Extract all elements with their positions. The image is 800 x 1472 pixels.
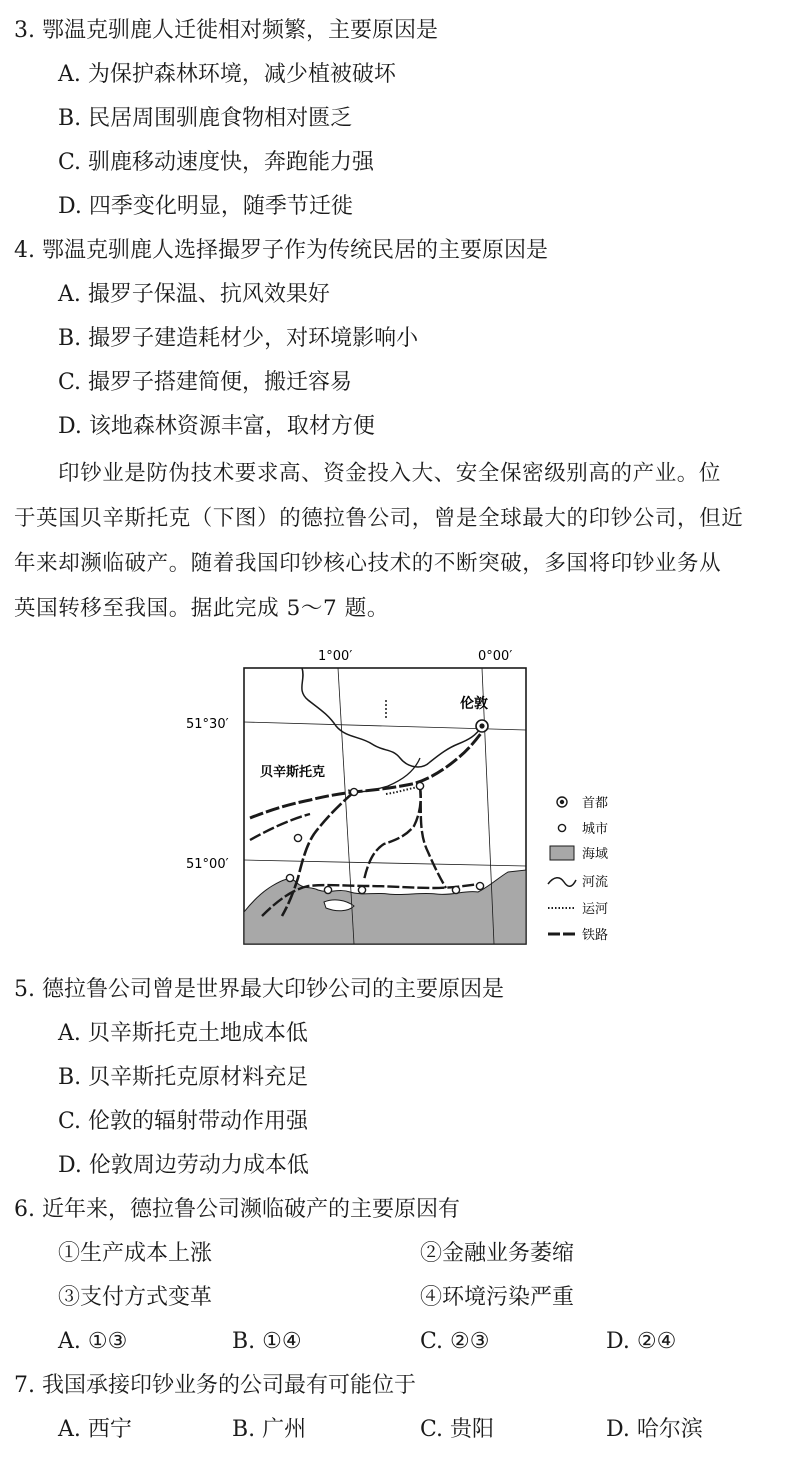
city-marker — [416, 782, 423, 789]
label-london: 伦敦 — [460, 696, 488, 712]
city-marker — [286, 874, 293, 881]
river-icon — [548, 878, 576, 887]
q3-option-a: A. 为保护森林环境，减少植被破坏 — [58, 62, 396, 87]
q6-stem: 6. 近年来，德拉鲁公司濒临破产的主要原因有 — [14, 1197, 460, 1222]
q4-option-b: B. 撮罗子建造耗材少，对环境影响小 — [58, 326, 419, 351]
q6-item-2: ②金融业务萎缩 — [420, 1241, 575, 1266]
lat-label-5100: 51°00′ — [186, 857, 229, 872]
q6-choice-c: C. ②③ — [420, 1329, 490, 1354]
city-marker — [476, 882, 483, 889]
passage-line-3: 年来却濒临破产。随着我国印钞核心技术的不断突破，多国将印钞业务从 — [14, 551, 722, 576]
sea-icon — [550, 846, 574, 860]
q7-choice-d: D. 哈尔滨 — [606, 1417, 703, 1442]
q3-option-c: C. 驯鹿移动速度快，奔跑能力强 — [58, 150, 375, 175]
q4-stem: 4. 鄂温克驯鹿人选择撮罗子作为传统民居的主要原因是 — [14, 238, 548, 263]
city-marker — [358, 886, 365, 893]
passage-line-2: 于英国贝辛斯托克（下图）的德拉鲁公司，曾是全球最大的印钞公司，但近 — [14, 506, 744, 531]
city-marker — [452, 886, 459, 893]
q3-stem: 3. 鄂温克驯鹿人迁徙相对频繁，主要原因是 — [14, 18, 438, 43]
legend-canal-label: 运河 — [582, 902, 609, 917]
legend-city-label: 城市 — [582, 822, 609, 837]
q6-item-4: ④环境污染严重 — [420, 1285, 575, 1310]
q6-choice-b: B. ①④ — [232, 1329, 302, 1354]
lon-label-0: 0°00′ — [478, 649, 513, 664]
label-basingstoke: 贝辛斯托克 — [260, 765, 326, 780]
q6-item-1: ①生产成本上涨 — [58, 1241, 213, 1266]
lon-label-1: 1°00′ — [318, 649, 353, 664]
q3-option-b: B. 民居周围驯鹿食物相对匮乏 — [58, 106, 353, 131]
basingstoke-map — [178, 640, 632, 962]
legend-railway-label: 铁路 — [582, 928, 609, 943]
q7-choice-a: A. 西宁 — [58, 1417, 132, 1442]
q4-option-c: C. 撮罗子搭建简便，搬迁容易 — [58, 370, 353, 395]
q4-option-d: D. 该地森林资源丰富，取材方便 — [58, 414, 375, 439]
q6-item-3: ③支付方式变革 — [58, 1285, 213, 1310]
q5-option-b: B. 贝辛斯托克原材料充足 — [58, 1065, 309, 1090]
q7-choice-c: C. 贵阳 — [420, 1417, 495, 1442]
capital-icon-dot — [560, 800, 564, 804]
legend-capital-label: 首都 — [582, 796, 609, 811]
city-icon — [558, 824, 565, 831]
lat-label-5130: 51°30′ — [186, 717, 229, 732]
passage-line-4: 英国转移至我国。据此完成 5～7 题。 — [14, 596, 389, 621]
city-marker — [324, 886, 331, 893]
city-basingstoke — [350, 788, 357, 795]
legend-sea-label: 海域 — [582, 847, 609, 862]
q7-choice-b: B. 广州 — [232, 1417, 307, 1442]
q5-option-a: A. 贝辛斯托克土地成本低 — [58, 1021, 308, 1046]
city-marker — [294, 834, 301, 841]
q5-option-c: C. 伦敦的辐射带动作用强 — [58, 1109, 309, 1134]
q7-stem: 7. 我国承接印钞业务的公司最有可能位于 — [14, 1373, 416, 1398]
passage-line-1: 印钞业是防伪技术要求高、资金投入大、安全保密级别高的产业。位 — [58, 461, 722, 486]
capital-london-dot — [479, 723, 484, 728]
q5-option-d: D. 伦敦周边劳动力成本低 — [58, 1153, 309, 1178]
q3-option-d: D. 四季变化明显，随季节迁徙 — [58, 194, 353, 219]
q6-choice-d: D. ②④ — [606, 1329, 677, 1354]
legend-river-label: 河流 — [582, 875, 609, 890]
q6-choice-a: A. ①③ — [58, 1329, 128, 1354]
q4-option-a: A. 撮罗子保温、抗风效果好 — [58, 282, 330, 307]
q5-stem: 5. 德拉鲁公司曾是世界最大印钞公司的主要原因是 — [14, 977, 504, 1002]
map-legend — [548, 795, 608, 943]
